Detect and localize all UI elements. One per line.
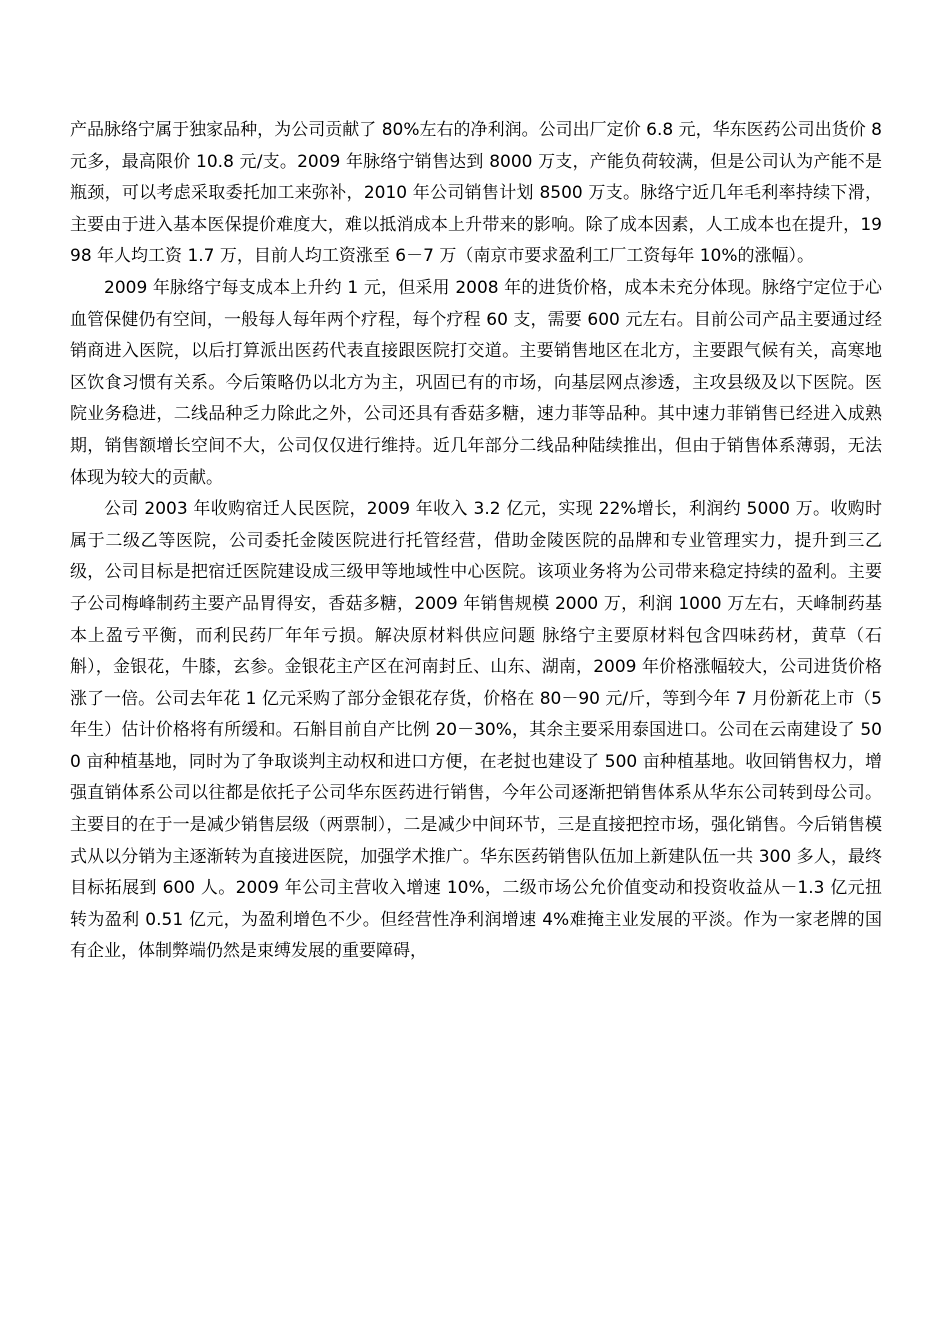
paragraph-product-maixuoning: 产品脉络宁属于独家品种，为公司贡献了 80%左右的净利润。公司出厂定价 6.8 元，华东医药公司出货价 8 元多，最高限价 10.8 元/支。2009 年脉络宁销售达到 8000 万支，产能负荷较满，但是公司认为产能不是瓶颈，可以考虑采取委托加工来弥补，2010 年公司销售计划 8500 万支。脉络宁近几年毛利率持续下滑，主要由于进入基本医保提价难度大，难以抵消成本上升带来的影响。除了成本因素，人工成本也在提升，1998 年人均工资 1.7 万，目前人均工资涨至 6－7 万（南京市要求盈利工厂工资每年 10%的涨幅）。 (70, 120, 882, 267)
document-page (70, 115, 882, 968)
paragraph-hospital-and-materials: 公司 2003 年收购宿迁人民医院，2009 年收入 3.2 亿元，实现 22%增长，利润约 5000 万。收购时属于二级乙等医院，公司委托金陵医院进行托管经营，借助金陵医院的品牌和专业管理实力，提升到三乙级，公司目标是把宿迁医院建设成三级甲等地域性中心医院。该项业务将为公司带来稳定持续的盈利。主要子公司梅峰制药主要产品胃得安，香菇多糖，2009 年销售规模 2000 万，利润 1000 万左右，天峰制药基本上盈亏平衡，而利民药厂年年亏损。解决原材料供应问题 脉络宁主要原材料包含四味药材，黄草（石斛），金银花，牛膝，玄参。金银花主产区在河南封丘、山东、湖南，2009 年价格涨幅较大，公司进货价格涨了一倍。公司去年花 1 亿元采购了部分金银花存货，价格在 80－90 元/斤，等到今年 7 月份新花上市（5 年生）估计价格将有所缓和。石斛目前自产比例 20－30%，其余主要采用泰国进口。公司在云南建设了 500 亩种植基地，同时为了争取谈判主动权和进口方便，在老挝也建设了 500 亩种植基地。收回销售权力，增强直销体系公司以往都是依托子公司华东医药进行销售，今年公司逐渐把销售体系从华东公司转到母公司。主要目的在于一是减少销售层级（两票制），二是减少中间环节，三是直接把控市场，强化销售。今后销售模式从以分销为主逐渐转为直接进医院，加强学术推广。华东医药销售队伍加上新建队伍一共 300 多人，最终目标拓展到 600 人。2009 年公司主营收入增速 10%，二级市场公允价值变动和投资收益从－1.3 亿元扭转为盈利 0.51 亿元，为盈利增色不少。但经营性净利润增速 4%难掩主业发展的平淡。作为一家老牌的国有企业，体制弊端仍然是束缚发展的重要障碍， (70, 499, 882, 962)
paragraph-cost-and-sales: 2009 年脉络宁每支成本上升约 1 元，但采用 2008 年的进货价格，成本未充分体现。脉络宁定位于心血管保健仍有空间，一般每人每年两个疗程，每个疗程 60 支，需要 600 元左右。目前公司产品主要通过经销商进入医院，以后打算派出医药代表直接跟医院打交道。主要销售地区在北方，主要跟气候有关，高寒地区饮食习惯有关系。今后策略仍以北方为主，巩固已有的市场，向基层网点渗透，主攻县级及以下医院。医院业务稳进，二线品种乏力除此之外，公司还具有香菇多糖，速力菲等品种。其中速力菲销售已经进入成熟期，销售额增长空间不大，公司仅仅进行维持。近几年部分二线品种陆续推出，但由于销售体系薄弱，无法体现为较大的贡献。 (70, 277, 882, 488)
